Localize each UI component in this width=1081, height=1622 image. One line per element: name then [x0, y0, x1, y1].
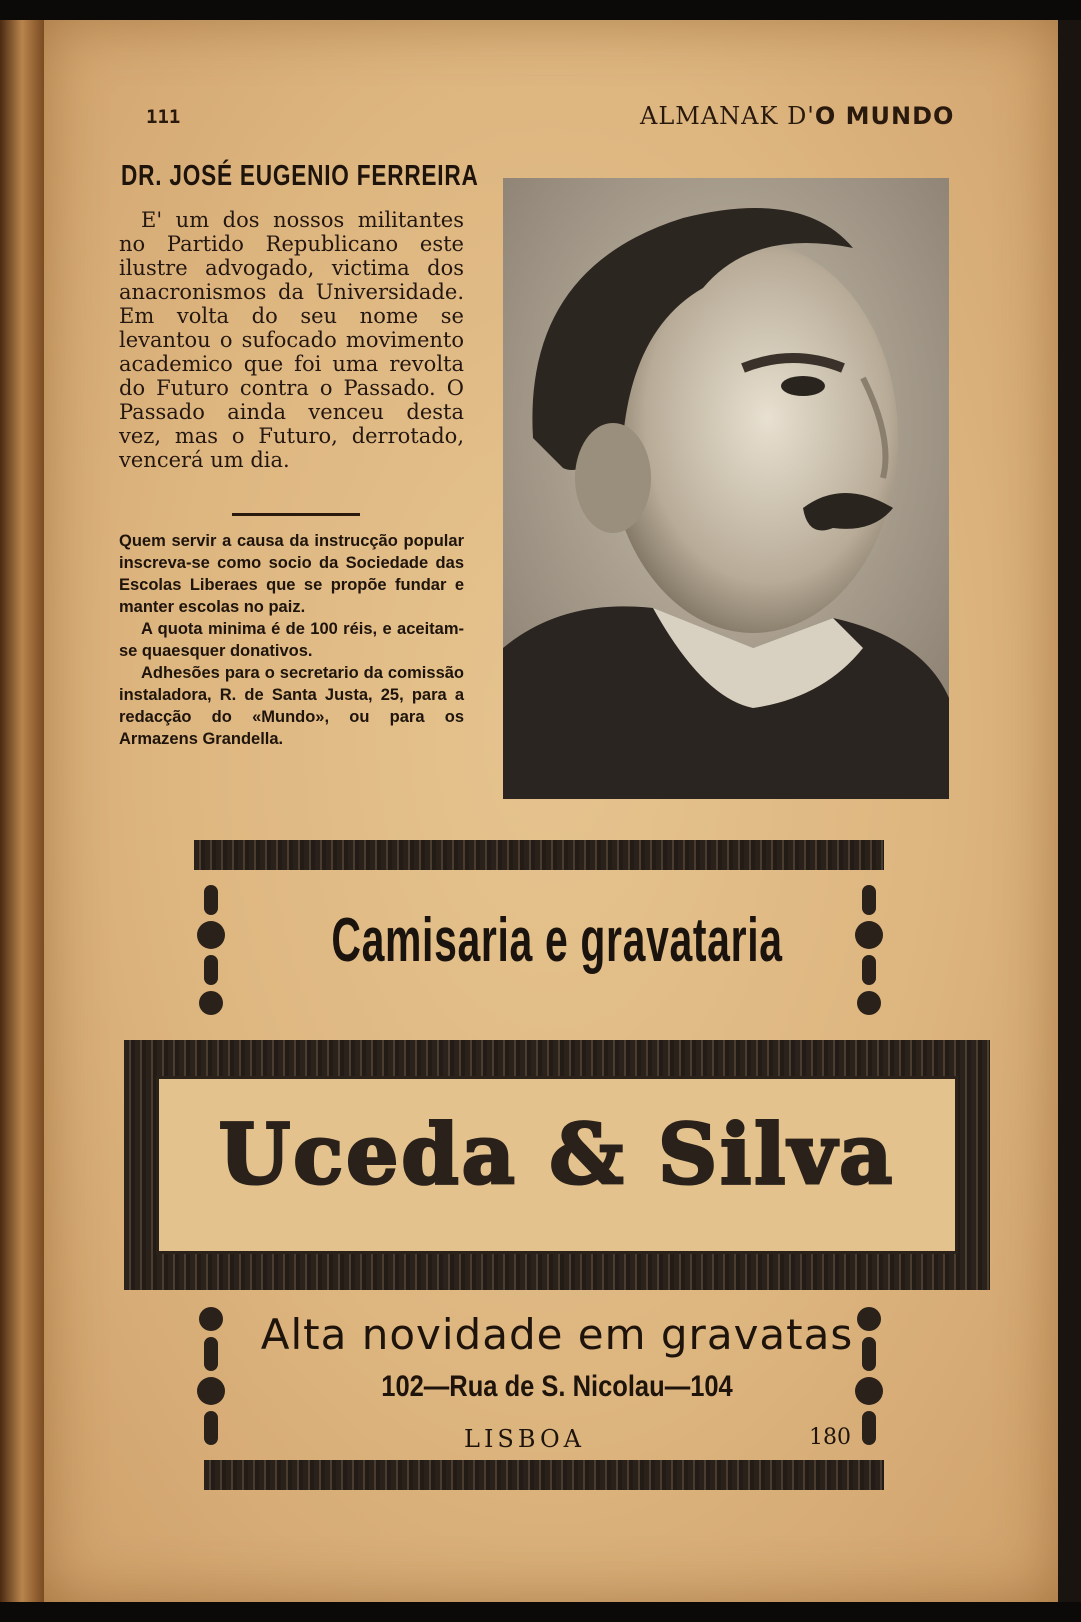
chain-ornament-icon [194, 885, 228, 1015]
ad-bottom-border [204, 1460, 884, 1490]
running-header-bold: O MUNDO [814, 102, 955, 130]
running-header [640, 102, 954, 130]
advertisement [124, 840, 990, 1492]
page-number: 111 [146, 106, 181, 128]
ad-brand-panel [156, 1076, 958, 1254]
ad-headline: Camisaria e gravataria [331, 906, 783, 975]
ad-brand-name: Uceda & Silva [218, 1107, 896, 1203]
ad-top-border [194, 840, 884, 870]
page-right-edge [1058, 20, 1081, 1602]
ad-brand-frame [124, 1040, 990, 1290]
notice-paragraph-2: A quota minima é de 100 réis, e aceitam-se quaesquer donativos. [119, 620, 464, 660]
portrait-illustration [503, 178, 949, 799]
ad-tagline: Alta novidade em gravatas [260, 1310, 854, 1359]
book-spine-edge [0, 20, 44, 1602]
article-title: DR. JOSÉ EUGENIO FERREIRA [121, 160, 479, 192]
portrait-photo [503, 178, 949, 799]
running-header-prefix: ALMANAK D' [640, 102, 815, 130]
notice-block [119, 530, 464, 750]
ad-reference-number: 180 [809, 1425, 851, 1450]
notice-paragraph-3: Adhesões para o secretario da comissão instaladora, R. de Santa Justa, 25, para a redacção do «Mundo», ou para os Armazens Grandella. [119, 664, 464, 748]
chain-ornament-icon [852, 885, 886, 1015]
ad-city: LISBOA [464, 1425, 585, 1453]
section-divider [232, 513, 360, 516]
ad-address: 102—Rua de S. Nicolau—104 [381, 1370, 733, 1403]
notice-paragraph-1: Quem servir a causa da instrucção popular inscreva-se como socio da Sociedade das Escolas Liberaes que se propõe fundar e manter escolas no paiz. [119, 532, 464, 616]
article-body: E' um dos nossos militantes no Partido Republicano este ilustre advogado, victima dos anacronismos da Universidade. Em volta do seu nome se levantou o sufocado movimento academico que foi uma revolta do Futuro contra o Passado. O Passado ainda venceu desta vez, mas o Futuro, derrotado, vencerá um dia. [119, 208, 464, 472]
